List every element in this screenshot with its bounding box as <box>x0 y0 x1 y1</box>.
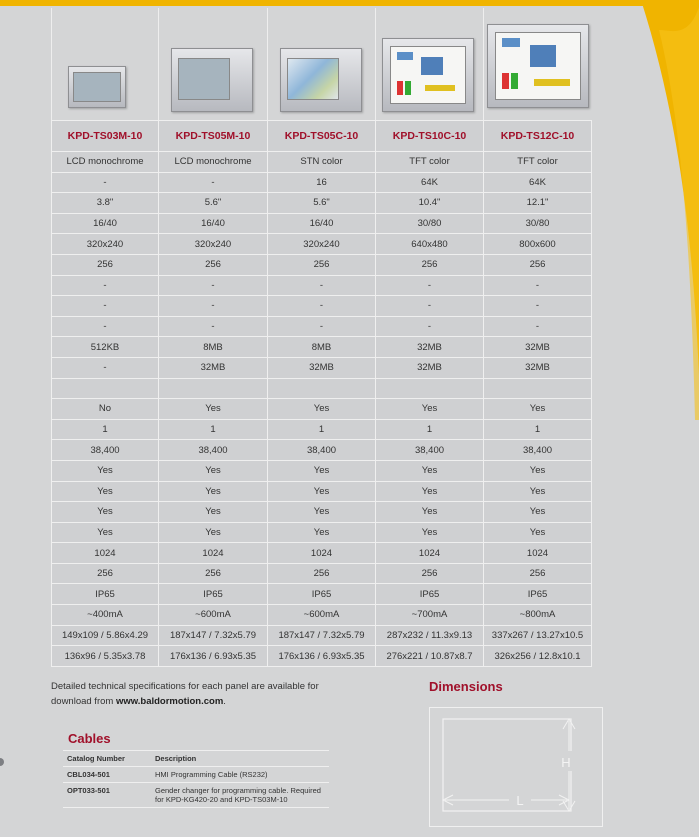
panel-image-ts05c <box>280 48 362 112</box>
spec-cell: - <box>484 275 592 296</box>
spec-cell: 1 <box>159 419 268 440</box>
dimensions-heading: Dimensions <box>429 679 503 694</box>
spec-cell: LCD monochrome <box>159 152 268 173</box>
spec-cell: 38,400 <box>159 440 268 461</box>
dimensions-diagram <box>429 707 603 827</box>
spec-cell: 38,400 <box>376 440 484 461</box>
spec-cell: Yes <box>376 399 484 420</box>
spec-cell: - <box>159 296 268 317</box>
spec-row <box>52 296 592 317</box>
spec-cell: Yes <box>52 522 159 543</box>
spec-row <box>52 522 592 543</box>
length-label: L <box>516 793 524 808</box>
spec-row <box>52 378 592 399</box>
spec-cell <box>484 378 592 399</box>
spec-cell <box>376 378 484 399</box>
spec-row <box>52 440 592 461</box>
spec-cell: STN color <box>268 152 376 173</box>
panel-image-ts03m <box>68 66 126 108</box>
spec-cell: 1 <box>268 419 376 440</box>
product-header-row <box>52 121 592 152</box>
product-name: KPD-TS03M-10 <box>52 121 159 152</box>
spec-cell: 256 <box>52 254 159 275</box>
spec-row <box>52 419 592 440</box>
spec-cell: 187x147 / 7.32x5.79 <box>159 625 268 646</box>
spec-row <box>52 399 592 420</box>
spec-cell: 16/40 <box>52 213 159 234</box>
spec-cell: Yes <box>376 460 484 481</box>
spec-cell: 256 <box>268 254 376 275</box>
spec-row <box>52 152 592 173</box>
spec-cell: ~800mA <box>484 605 592 626</box>
spec-row <box>52 337 592 358</box>
spec-cell: 256 <box>376 563 484 584</box>
spec-cell: 256 <box>52 563 159 584</box>
spec-cell: Yes <box>268 522 376 543</box>
product-image-cell <box>267 8 375 120</box>
cable-row <box>63 767 329 783</box>
spec-row <box>52 584 592 605</box>
spec-cell: Yes <box>484 522 592 543</box>
panel-image-ts05m <box>171 48 253 112</box>
spec-cell: 320x240 <box>159 234 268 255</box>
cables-heading: Cables <box>68 731 111 746</box>
spec-cell: ~700mA <box>376 605 484 626</box>
description-header: Description <box>151 751 329 767</box>
spec-cell: 176x136 / 6.93x5.35 <box>159 646 268 667</box>
spec-cell: 640x480 <box>376 234 484 255</box>
spec-cell: ~600mA <box>159 605 268 626</box>
spec-cell: - <box>159 172 268 193</box>
spec-cell: Yes <box>484 481 592 502</box>
spec-cell: - <box>376 316 484 337</box>
website-link[interactable]: www.baldormotion.com <box>115 696 224 707</box>
spec-cell: 1 <box>484 419 592 440</box>
panel-outline <box>443 719 571 811</box>
spec-cell: 64K <box>376 172 484 193</box>
spec-cell: 10.4" <box>376 193 484 214</box>
spec-cell: 320x240 <box>268 234 376 255</box>
spec-cell: 8MB <box>159 337 268 358</box>
spec-cell: - <box>52 357 159 378</box>
spec-cell: - <box>52 316 159 337</box>
spec-cell: - <box>268 275 376 296</box>
spec-cell: TFT color <box>484 152 592 173</box>
spec-cell: 276x221 / 10.87x8.7 <box>376 646 484 667</box>
spec-cell: 32MB <box>268 357 376 378</box>
spec-row <box>52 254 592 275</box>
product-name: KPD-TS05C-10 <box>268 121 376 152</box>
spec-cell: 320x240 <box>52 234 159 255</box>
spec-cell: 256 <box>159 254 268 275</box>
spec-cell: Yes <box>159 460 268 481</box>
cable-catalog-number: OPT033-501 <box>63 783 151 808</box>
spec-cell: Yes <box>159 522 268 543</box>
spec-cell: 32MB <box>376 337 484 358</box>
spec-cell: 8MB <box>268 337 376 358</box>
spec-cell: 187x147 / 7.32x5.79 <box>268 625 376 646</box>
spec-cell: 1024 <box>484 543 592 564</box>
spec-cell: - <box>484 316 592 337</box>
spec-cell: 12.1" <box>484 193 592 214</box>
spec-cell: 30/80 <box>484 213 592 234</box>
spec-cell <box>268 378 376 399</box>
spec-cell: 256 <box>484 254 592 275</box>
spec-cell: - <box>159 275 268 296</box>
spec-cell: 64K <box>484 172 592 193</box>
edge-marker <box>0 758 4 766</box>
spec-cell: - <box>52 275 159 296</box>
spec-cell: 287x232 / 11.3x9.13 <box>376 625 484 646</box>
product-image-cell <box>483 8 591 120</box>
spec-cell: 1024 <box>52 543 159 564</box>
spec-cell: Yes <box>268 399 376 420</box>
panel-image-ts12c <box>487 24 589 108</box>
spec-cell: 256 <box>268 563 376 584</box>
spec-cell: Yes <box>52 481 159 502</box>
panel-image-ts10c <box>382 38 474 112</box>
spec-cell: Yes <box>484 502 592 523</box>
spec-cell: - <box>376 296 484 317</box>
spec-row <box>52 357 592 378</box>
spec-cell: 1024 <box>268 543 376 564</box>
spec-cell: Yes <box>52 460 159 481</box>
spec-cell: Yes <box>268 460 376 481</box>
spec-cell: 256 <box>159 563 268 584</box>
spec-cell: Yes <box>376 522 484 543</box>
spec-cell: Yes <box>268 481 376 502</box>
spec-row <box>52 625 592 646</box>
spec-cell: 256 <box>484 563 592 584</box>
spec-row <box>52 213 592 234</box>
spec-row <box>52 605 592 626</box>
spec-cell: 32MB <box>484 357 592 378</box>
spec-cell: Yes <box>484 399 592 420</box>
spec-cell: Yes <box>159 502 268 523</box>
spec-cell: 256 <box>376 254 484 275</box>
product-name: KPD-TS05M-10 <box>159 121 268 152</box>
catalog-number-header: Catalog Number <box>63 751 151 767</box>
spec-cell: 1 <box>52 419 159 440</box>
spec-cell: - <box>52 296 159 317</box>
spec-cell: LCD monochrome <box>52 152 159 173</box>
spec-cell: ~400mA <box>52 605 159 626</box>
footnote-end: . <box>223 696 226 707</box>
spec-cell: - <box>52 172 159 193</box>
spec-cell: Yes <box>376 481 484 502</box>
spec-cell: - <box>268 316 376 337</box>
spec-cell: Yes <box>159 481 268 502</box>
cables-header-row <box>63 751 329 767</box>
spec-cell <box>159 378 268 399</box>
product-name: KPD-TS10C-10 <box>376 121 484 152</box>
height-label: H <box>561 755 571 770</box>
spec-cell: 16/40 <box>268 213 376 234</box>
spec-cell: 5.6" <box>159 193 268 214</box>
spec-cell: Yes <box>52 502 159 523</box>
spec-cell: 32MB <box>484 337 592 358</box>
cable-description: HMI Programming Cable (RS232) <box>151 767 329 783</box>
spec-row <box>52 275 592 296</box>
spec-cell: 326x256 / 12.8x10.1 <box>484 646 592 667</box>
spec-row <box>52 193 592 214</box>
product-name: KPD-TS12C-10 <box>484 121 592 152</box>
spec-row <box>52 543 592 564</box>
download-footnote <box>51 679 351 709</box>
spec-cell: - <box>159 316 268 337</box>
product-images-row <box>51 8 591 120</box>
spec-cell: 38,400 <box>268 440 376 461</box>
spec-cell: 337x267 / 13.27x10.5 <box>484 625 592 646</box>
spec-row <box>52 172 592 193</box>
spec-cell: IP65 <box>376 584 484 605</box>
product-image-cell <box>158 8 266 120</box>
spec-cell: IP65 <box>52 584 159 605</box>
cable-description: Gender changer for programming cable. Required for KPD-KG420-20 and KPD-TS03M-10 <box>151 783 329 808</box>
spec-cell: 5.6" <box>268 193 376 214</box>
spec-cell: TFT color <box>376 152 484 173</box>
product-image-cell <box>51 8 159 120</box>
yellow-swoosh-decoration <box>641 0 699 420</box>
spec-cell <box>52 378 159 399</box>
spec-cell: 1024 <box>376 543 484 564</box>
spec-cell: IP65 <box>159 584 268 605</box>
cable-catalog-number: CBL034-501 <box>63 767 151 783</box>
spec-cell: Yes <box>484 460 592 481</box>
spec-cell: IP65 <box>484 584 592 605</box>
spec-row <box>52 563 592 584</box>
spec-cell: IP65 <box>268 584 376 605</box>
spec-cell: - <box>376 275 484 296</box>
spec-cell: 1024 <box>159 543 268 564</box>
spec-cell: 16 <box>268 172 376 193</box>
spec-cell: 32MB <box>376 357 484 378</box>
spec-row <box>52 234 592 255</box>
spec-cell: 38,400 <box>52 440 159 461</box>
spec-row <box>52 646 592 667</box>
spec-cell: 16/40 <box>159 213 268 234</box>
spec-cell: 800x600 <box>484 234 592 255</box>
spec-row <box>52 481 592 502</box>
spec-cell: 149x109 / 5.86x4.29 <box>52 625 159 646</box>
spec-row <box>52 316 592 337</box>
spec-row <box>52 460 592 481</box>
spec-cell: 3.8" <box>52 193 159 214</box>
spec-cell: Yes <box>376 502 484 523</box>
top-accent-band <box>0 0 699 6</box>
cable-row <box>63 783 329 808</box>
footnote-text: Detailed technical specifications for each panel are available for download from <box>51 681 319 707</box>
spec-cell: 1 <box>376 419 484 440</box>
spec-cell: ~600mA <box>268 605 376 626</box>
spec-cell: 30/80 <box>376 213 484 234</box>
spec-cell: - <box>484 296 592 317</box>
spec-cell: 176x136 / 6.93x5.35 <box>268 646 376 667</box>
product-image-cell <box>375 8 483 120</box>
spec-cell: Yes <box>268 502 376 523</box>
spec-cell: 32MB <box>159 357 268 378</box>
spec-cell: Yes <box>159 399 268 420</box>
spec-cell: 136x96 / 5.35x3.78 <box>52 646 159 667</box>
spec-cell: No <box>52 399 159 420</box>
spec-cell: 512KB <box>52 337 159 358</box>
specification-table <box>51 120 592 667</box>
cables-table <box>63 750 329 808</box>
spec-cell: - <box>268 296 376 317</box>
spec-cell: 38,400 <box>484 440 592 461</box>
spec-row <box>52 502 592 523</box>
